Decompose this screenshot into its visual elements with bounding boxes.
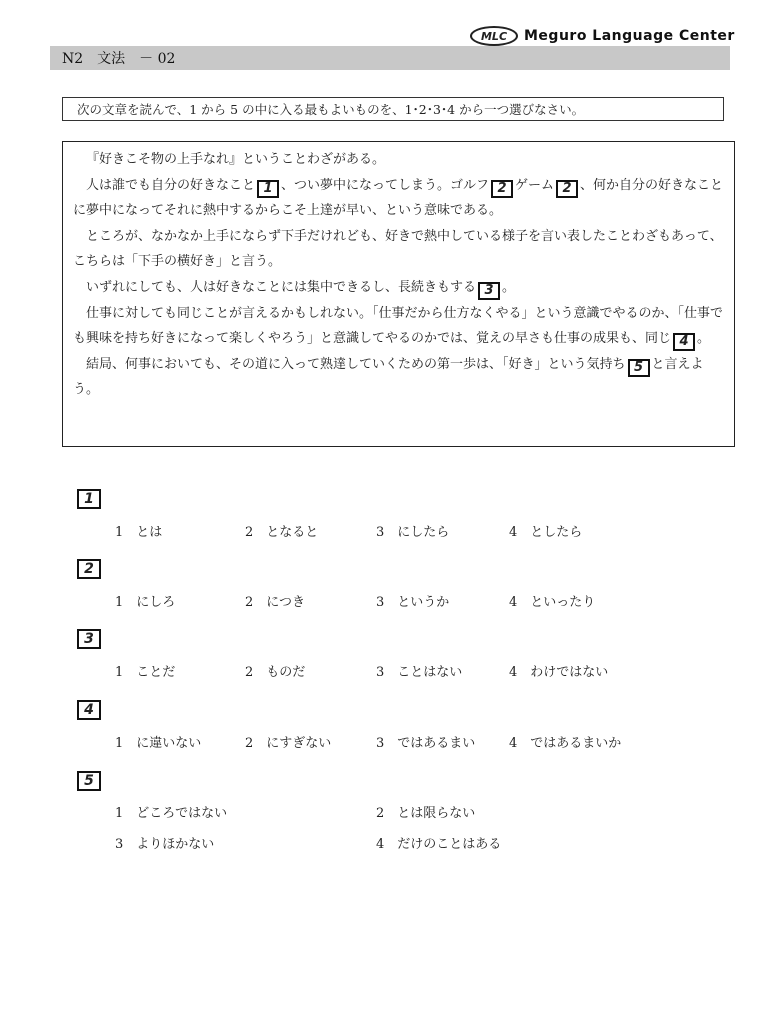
page-header xyxy=(470,26,735,46)
q4-option-1[interactable]: 1 に違いない xyxy=(115,736,202,751)
mlc-logo: MLC xyxy=(470,26,518,46)
q5-option-4[interactable]: 4 だけのことはある xyxy=(376,837,502,852)
passage-paragraph xyxy=(73,352,724,403)
passage-paragraph xyxy=(73,301,724,352)
q5-option-2[interactable]: 2 とは限らない xyxy=(376,806,476,821)
q5-option-1[interactable]: 1 どころではない xyxy=(115,806,228,821)
passage-text: 人は誰でも自分の好きなこと xyxy=(86,177,256,193)
q2-option-3[interactable]: 3 というか xyxy=(376,595,450,610)
q1-option-1[interactable]: 1 とは xyxy=(115,525,163,540)
passage-text: いずれにしても、人は好きなことには集中できるし、長続きもする xyxy=(86,279,477,295)
question-number-4: 4 xyxy=(77,700,101,720)
q1-option-3[interactable]: 3 にしたら xyxy=(376,525,450,540)
blank-marker: 2 xyxy=(491,180,513,198)
passage-text: 。 xyxy=(697,331,711,347)
q1-option-2[interactable]: 2 となると xyxy=(245,525,319,540)
question-number-5: 5 xyxy=(77,771,101,791)
instruction-text: 次の文章を読んで、1 から 5 の中に入る最もよいものを、1･2･3･4 から一つ選びなさい。 xyxy=(77,102,585,117)
passage-paragraph xyxy=(73,147,724,173)
blank-marker: 2 xyxy=(556,180,578,198)
passage-paragraph xyxy=(73,173,724,224)
question-number-2: 2 xyxy=(77,559,101,579)
center-name: Meguro Language Center xyxy=(524,28,735,44)
question-number-3: 3 xyxy=(77,629,101,649)
passage-text: ところが、なかなか上手にならず下手だけれども、好きで熱中している様子を言い表したことわざもあって、こちらは「下手の横好き」と言う。 xyxy=(73,228,723,270)
passage-text: 、つい夢中になってしまう。ゴルフ xyxy=(281,177,490,193)
blank-marker: 1 xyxy=(257,180,279,198)
question-number-1: 1 xyxy=(77,489,101,509)
passage-text: と言えよう。 xyxy=(73,356,704,398)
q2-option-1[interactable]: 1 にしろ xyxy=(115,595,176,610)
instruction-box xyxy=(62,97,724,121)
q5-option-3[interactable]: 3 よりほかない xyxy=(115,837,215,852)
q3-option-4[interactable]: 4 わけではない xyxy=(509,665,609,680)
q3-option-3[interactable]: 3 ことはない xyxy=(376,665,463,680)
passage-text: 結局、何事においても、その道に入って熟達していくための第一歩は、「好き」という気持ち xyxy=(86,356,626,372)
q3-option-1[interactable]: 1 ことだ xyxy=(115,665,176,680)
q4-option-2[interactable]: 2 にすぎない xyxy=(245,736,332,751)
passage-paragraph xyxy=(73,224,724,275)
passage-text: 『好きこそ物の上手なれ』ということわざがある。 xyxy=(86,152,386,167)
q3-option-2[interactable]: 2 ものだ xyxy=(245,665,306,680)
q1-option-4[interactable]: 4 としたら xyxy=(509,525,583,540)
q2-option-2[interactable]: 2 につき xyxy=(245,595,306,610)
passage-box xyxy=(62,141,735,447)
section-title: N2 文法 － 02 xyxy=(62,51,176,67)
q2-option-4[interactable]: 4 といったり xyxy=(509,595,596,610)
section-bar xyxy=(50,46,730,70)
passage-paragraph xyxy=(73,275,724,301)
passage-text: ゲーム xyxy=(515,177,555,193)
blank-marker: 3 xyxy=(478,282,500,300)
passage-text: 、何か自分の好きなことに夢中になってそれに熱中するからこそ上達が早い、という意味である。 xyxy=(73,177,724,219)
blank-marker: 4 xyxy=(673,333,695,351)
blank-marker: 5 xyxy=(628,359,650,377)
q4-option-3[interactable]: 3 ではあるまい xyxy=(376,736,476,751)
q4-option-4[interactable]: 4 ではあるまいか xyxy=(509,736,622,751)
passage-text: 。 xyxy=(502,279,516,295)
passage-text: 仕事に対しても同じことが言えるかもしれない。「仕事だから仕方なくやる」という意識でやるのか、「仕事でも興味を持ち好きになって楽しくやろう」と意識してやるのかでは、覚えの早さも仕事の成果も、同じ xyxy=(73,305,724,347)
